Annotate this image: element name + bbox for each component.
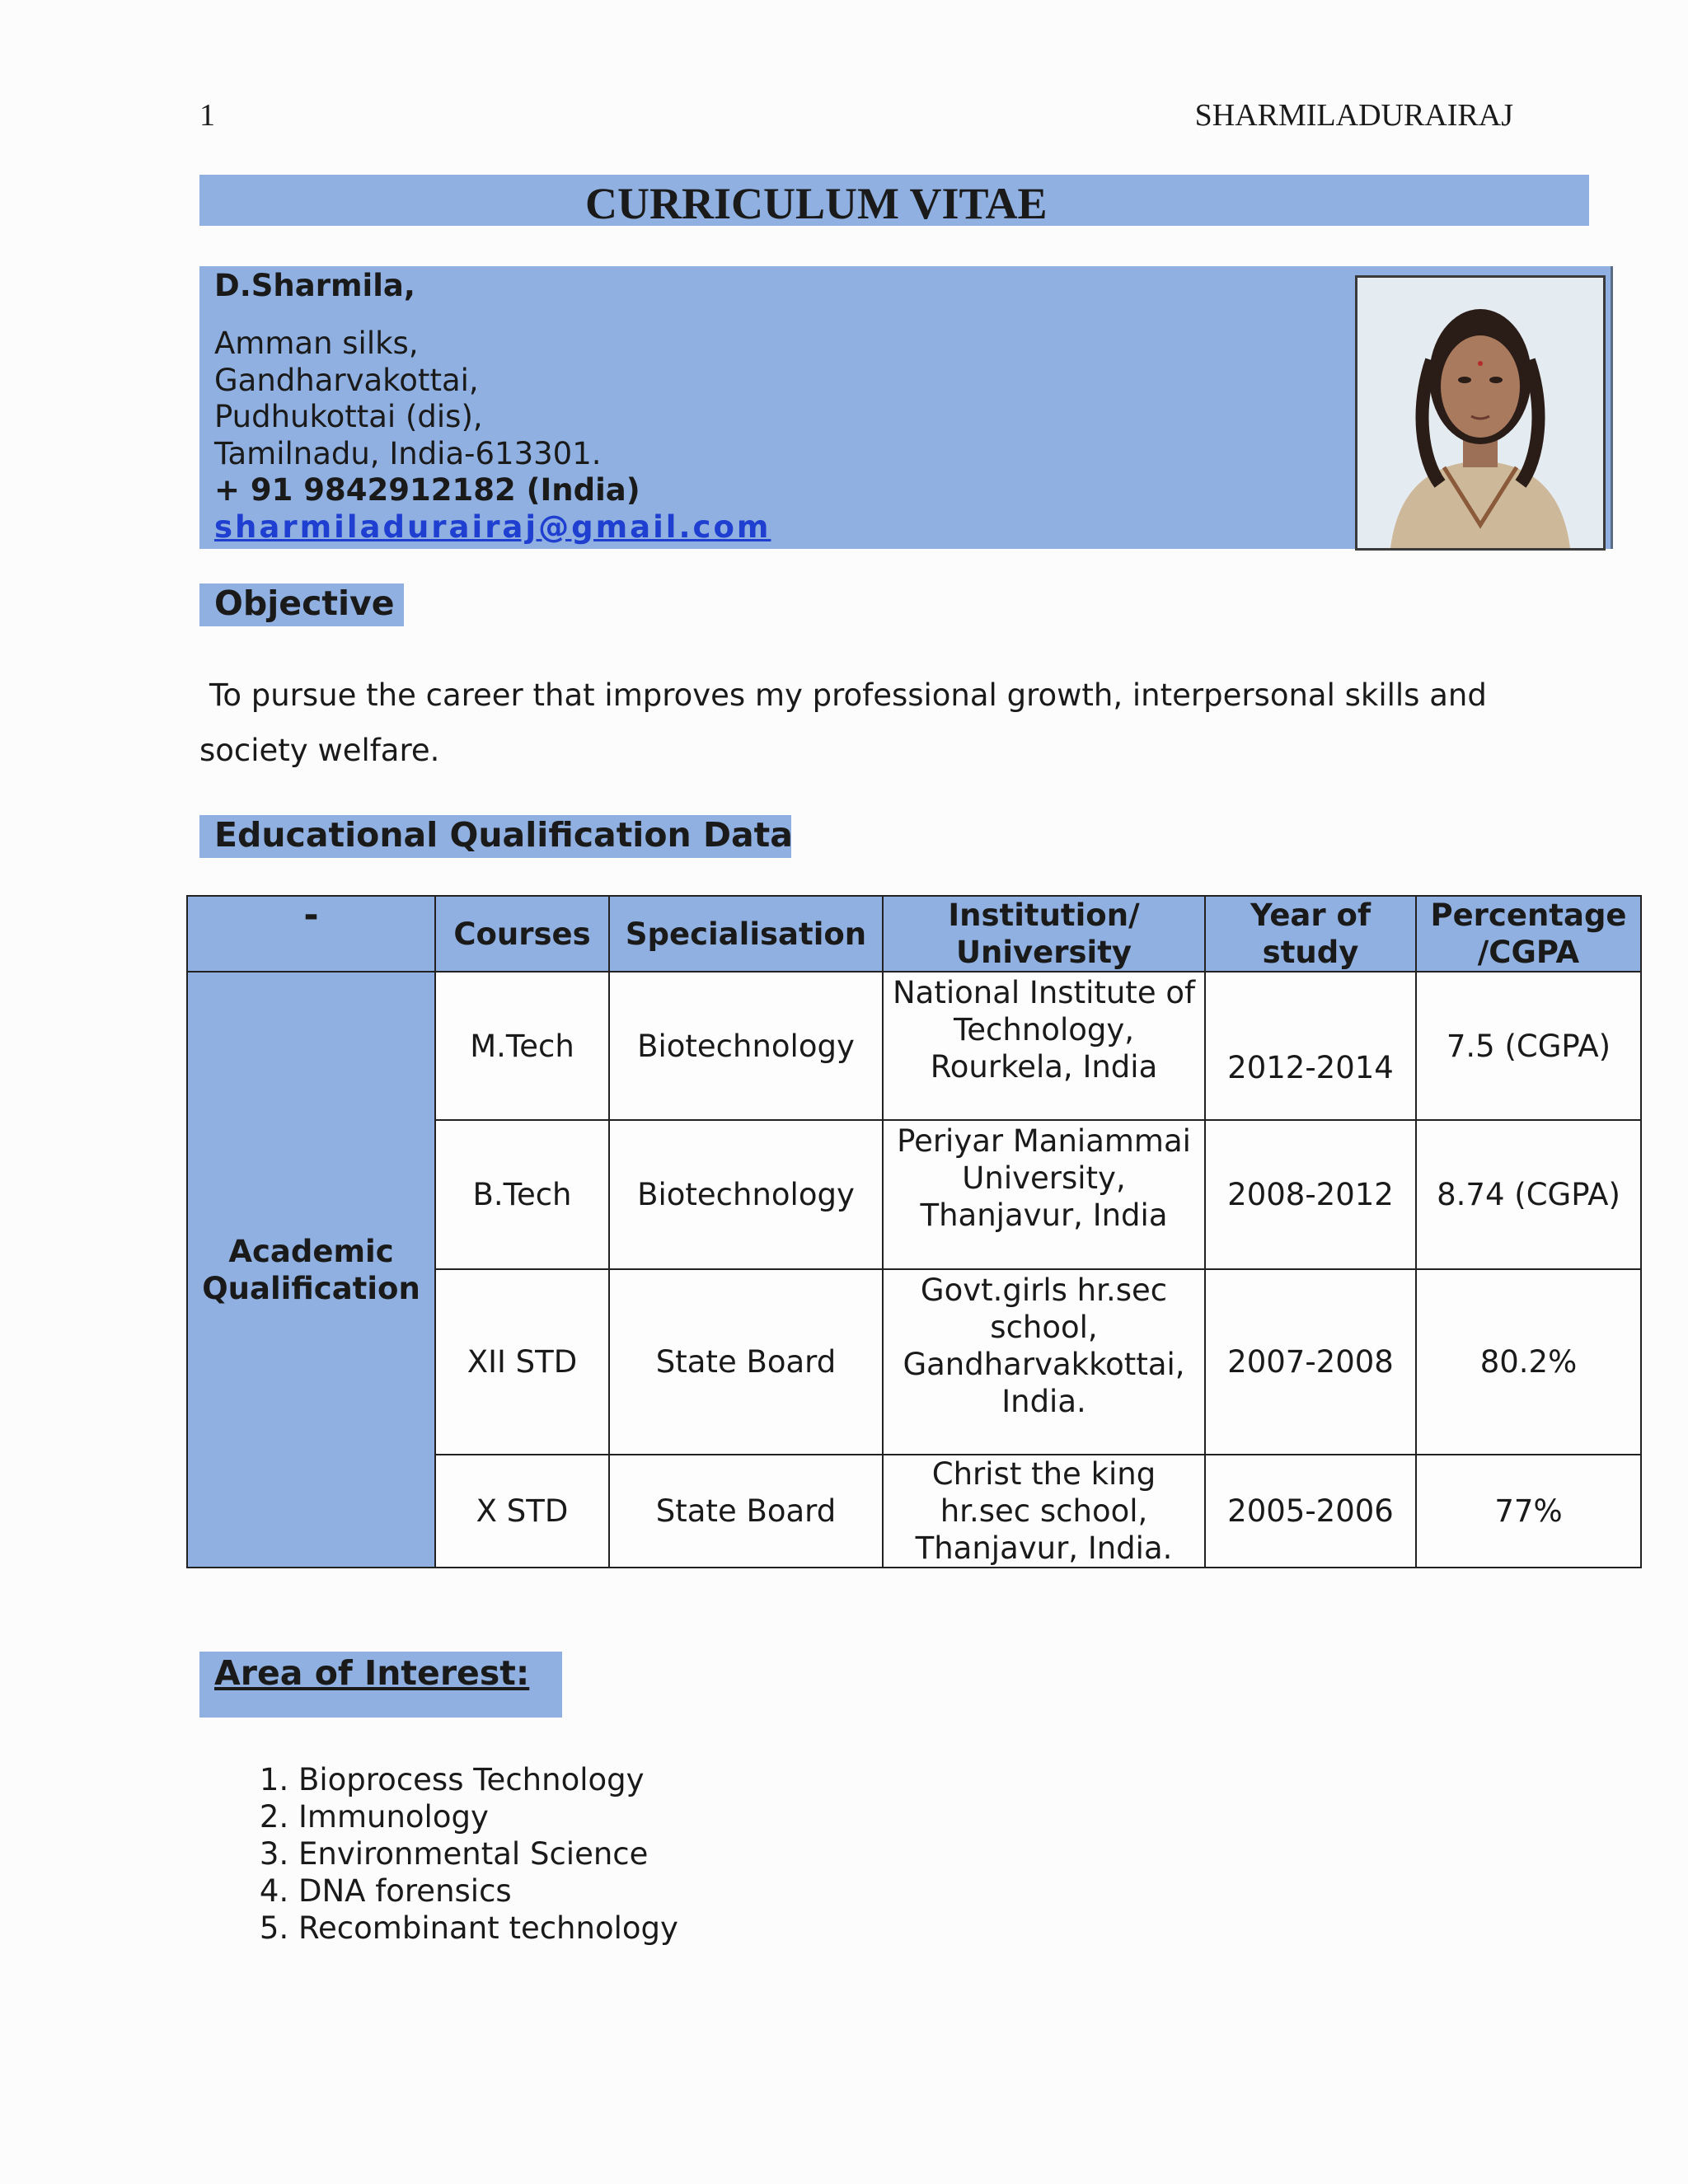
- column-header: Courses: [435, 896, 609, 972]
- interests-heading: Area of Interest:: [199, 1652, 562, 1718]
- specialisation-cell: State Board: [609, 1455, 883, 1568]
- list-item: 3. Environmental Science: [298, 1835, 678, 1872]
- column-header: Percentage /CGPA: [1416, 896, 1641, 972]
- institution-cell: Christ the king hr.sec school, Thanjavur, India.: [883, 1455, 1205, 1568]
- objective-text: [199, 668, 1584, 778]
- objective-heading: Objective: [199, 583, 404, 626]
- list-item: 1. Bioprocess Technology: [298, 1761, 678, 1798]
- header-name: SHARMILADURAIRAJ: [1194, 98, 1513, 133]
- address-line: Pudhukottai (dis),: [214, 399, 483, 434]
- objective-body: To pursue the career that improves my professional growth, interpersonal skills and society welfare.: [199, 677, 1487, 768]
- interests-list: [244, 1761, 678, 1947]
- page-number: 1: [199, 98, 215, 133]
- specialisation-cell: State Board: [609, 1269, 883, 1455]
- table-header-row: [187, 896, 1641, 972]
- specialisation-cell: Biotechnology: [609, 972, 883, 1120]
- contact-phone: + 91 9842912182 (India): [214, 472, 640, 508]
- year-cell: 2005-2006: [1205, 1455, 1416, 1568]
- education-heading: Educational Qualification Data: [199, 815, 791, 858]
- institution-cell: Periyar Maniammai University, Thanjavur, India: [883, 1120, 1205, 1269]
- year-cell: 2007-2008: [1205, 1269, 1416, 1455]
- course-cell: X STD: [435, 1455, 609, 1568]
- column-header: Specialisation: [609, 896, 883, 972]
- portrait-image: [1357, 278, 1603, 548]
- year-cell: 2012-2014: [1205, 972, 1416, 1120]
- list-item: 4. DNA forensics: [298, 1872, 678, 1910]
- score-cell: 8.74 (CGPA): [1416, 1120, 1641, 1269]
- institution-cell: Govt.girls hr.sec school, Gandharvakkottai, India.: [883, 1269, 1205, 1455]
- contact-name: D.Sharmila,: [214, 268, 415, 303]
- course-cell: M.Tech: [435, 972, 609, 1120]
- document-title: CURRICULUM VITAE: [585, 179, 1048, 228]
- address-line: Amman silks,: [214, 326, 419, 361]
- score-cell: 77%: [1416, 1455, 1641, 1568]
- institution-cell: National Institute of Technology, Rourkela, India: [883, 972, 1205, 1120]
- course-cell: XII STD: [435, 1269, 609, 1455]
- table-row: [187, 972, 1641, 1120]
- course-cell: B.Tech: [435, 1120, 609, 1269]
- list-item: 2. Immunology: [298, 1798, 678, 1835]
- address-line: Tamilnadu, India-613301.: [214, 436, 602, 471]
- column-header: Year of study: [1205, 896, 1416, 972]
- column-header: -: [187, 896, 435, 972]
- specialisation-cell: Biotechnology: [609, 1120, 883, 1269]
- row-group-label: Academic Qualification: [187, 972, 435, 1568]
- profile-photo: [1355, 275, 1606, 551]
- contact-email-link[interactable]: sharmiladurairaj@gmail.com: [214, 509, 771, 545]
- score-cell: 80.2%: [1416, 1269, 1641, 1455]
- column-header: Institution/ University: [883, 896, 1205, 972]
- address-line: Gandharvakottai,: [214, 363, 479, 398]
- year-cell: 2008-2012: [1205, 1120, 1416, 1269]
- education-table: [186, 895, 1642, 1568]
- list-item: 5. Recombinant technology: [298, 1910, 678, 1947]
- title-bar: [199, 175, 1589, 226]
- score-cell: 7.5 (CGPA): [1416, 972, 1641, 1120]
